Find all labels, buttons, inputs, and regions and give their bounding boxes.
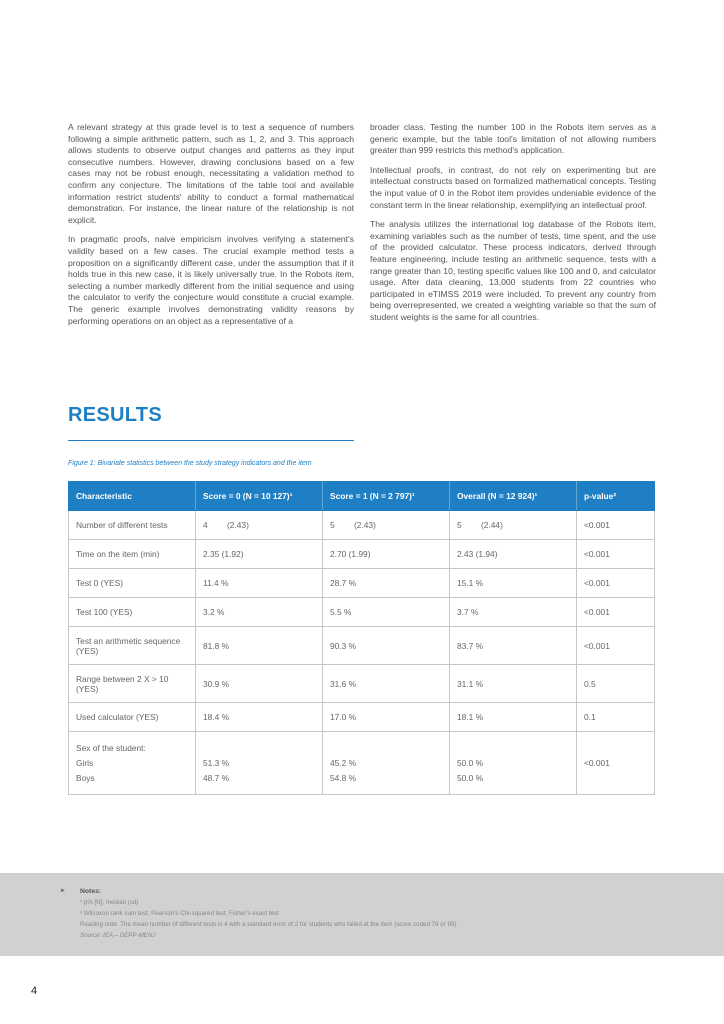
table-header-row	[69, 482, 655, 511]
table-cell: 2.35 (1.92)	[196, 540, 323, 569]
group-label: Sex of the student:	[76, 742, 146, 753]
section-title: RESULTS	[68, 404, 162, 426]
statistics-table	[68, 481, 655, 795]
cell-sd: (2.43)	[227, 520, 249, 530]
page-number: 4	[31, 985, 38, 997]
row-label	[69, 732, 196, 795]
cell-value: 50.0 %	[457, 772, 484, 783]
row-label: Test 100 (YES)	[69, 598, 196, 627]
table-cell: 90.3 %	[323, 627, 450, 665]
table-cell: 81.8 %	[196, 627, 323, 665]
table-row	[69, 511, 655, 540]
p-value-cell: <0.001	[577, 511, 655, 540]
row-label: Test an arithmetic sequence (YES)	[69, 627, 196, 665]
row-label: Time on the item (min)	[69, 540, 196, 569]
p-value-cell	[577, 732, 655, 795]
column-header: Characteristic	[69, 482, 196, 511]
paragraph: A relevant strategy at this grade level is to test a sequence of numbers following a simple arithmetic pattern, such as 1, 2, and 3. This approach allows students to observe output changes and patterns as they input consecutive numbers. However, drawing conclusions based on a few cases may not be robust enough, necessitating a validation method to confirm any conjecture. The limitations of the table tool and available information restrict students' ability to conduct a formal mathematical demonstration. For instance, the linear nature of the relationship is not explicit.	[68, 122, 354, 225]
column-header: Score = 0 (N = 10 127)¹	[196, 482, 323, 511]
cell-value: 48.7 %	[203, 772, 230, 783]
subgroup-label: Girls	[76, 757, 94, 768]
table-cell	[196, 732, 323, 795]
table-cell: 30.9 %	[196, 665, 323, 703]
table-cell: 28.7 %	[323, 569, 450, 598]
table-cell: 17.0 %	[323, 703, 450, 732]
table-cell	[323, 511, 450, 540]
cell-value: 5	[457, 520, 462, 530]
note-line: ² Wilcoxon rank sum test; Pearson's Chi-squared test; Fisher's exact test	[80, 910, 279, 917]
p-value-cell: <0.001	[577, 598, 655, 627]
table-row	[69, 540, 655, 569]
table-row	[69, 703, 655, 732]
cell-value: 50.0 %	[457, 757, 484, 768]
table-cell	[196, 511, 323, 540]
table-cell: 18.1 %	[450, 703, 577, 732]
paragraph: broader class. Testing the number 100 in the Robots item serves as a generic example, but the table tool's limitation of not allowing numbers greater than 999 restricts this method's application.	[370, 122, 656, 156]
note-line: ¹ p% [N]; median (sd)	[80, 899, 139, 906]
subgroup-label: Boys	[76, 772, 95, 783]
table-cell: 11.4 %	[196, 569, 323, 598]
row-label: Test 0 (YES)	[69, 569, 196, 598]
row-label: Range between 2 X > 10 (YES)	[69, 665, 196, 703]
table-row	[69, 665, 655, 703]
table-cell: 2.70 (1.99)	[323, 540, 450, 569]
column-header: Score = 1 (N = 2 797)¹	[323, 482, 450, 511]
p-value-cell: 0.1	[577, 703, 655, 732]
note-source: Source: IEA – DEPP-MENJ	[80, 932, 156, 939]
table-notes	[60, 886, 459, 941]
table-cell: 18.4 %	[196, 703, 323, 732]
paragraph: The analysis utilizes the international log database of the Robots item, examining variables such as the number of tests, time spent, and the use of the provided calculator. These process indicators, derived through feature engineering, include testing an arithmetic sequence, tests with a range greater than 10, testing specific values like 100 and 0, and calculator usage. After data cleaning, 13,000 students from 22 countries who participated in eTIMSS 2019 were included. To prevent any country from being overrepresented, we created a weighting variable so that the sum of student weights is the same for all countries.	[370, 219, 656, 322]
p-value-cell: <0.001	[577, 627, 655, 665]
p-value-cell: <0.001	[577, 569, 655, 598]
cell-sd: (2.44)	[481, 520, 503, 530]
table-cell: 5.5 %	[323, 598, 450, 627]
table-cell: 31.1 %	[450, 665, 577, 703]
table-row	[69, 569, 655, 598]
table-row	[69, 627, 655, 665]
table-cell	[450, 732, 577, 795]
column-header: Overall (N = 12 924)¹	[450, 482, 577, 511]
row-label: Number of different tests	[69, 511, 196, 540]
paragraph: In pragmatic proofs, naive empiricism involves verifying a statement's validity based on a few cases. The crucial example method tests a proposition on a significantly different case, under the assumption that if it holds true in this new case, it is likely universally true. In the Robots item, selecting a number markedly different from the initial sequence and using the calculator to verify the conjecture would constitute a crucial example. The generic example involves demonstrating validity reasons by performing operations on an object as a representative of a	[68, 234, 354, 326]
cell-value: 54.8 %	[330, 772, 357, 783]
p-value: <0.001	[584, 757, 610, 768]
table-cell: 3.7 %	[450, 598, 577, 627]
table-cell: 3.2 %	[196, 598, 323, 627]
notes-heading: Notes:	[80, 888, 102, 895]
table-cell: 15.1 %	[450, 569, 577, 598]
cell-value: 5	[330, 520, 335, 530]
table-row	[69, 732, 655, 795]
text-column-left	[68, 122, 354, 335]
triangle-bullet-icon: ►	[60, 888, 66, 894]
note-line: Reading note: The mean number of different tests is 4 with a standard error of 2 for students who failed at the item (score coded 79 or 99).	[80, 921, 459, 928]
table-cell: 31.6 %	[323, 665, 450, 703]
cell-value: 45.2 %	[330, 757, 357, 768]
cell-sd: (2.43)	[354, 520, 376, 530]
table-cell	[323, 732, 450, 795]
cell-value: 51.3 %	[203, 757, 230, 768]
text-column-right	[370, 122, 656, 332]
table-cell: 83.7 %	[450, 627, 577, 665]
paragraph: Intellectual proofs, in contrast, do not rely on experimenting but are intellectual constructs based on formalized mathematical concepts. Testing the input value of 0 in the Robot item provides undeniable evidence of the constant term in the linear relationship, exemplifying an intellectual proof.	[370, 164, 656, 210]
row-label: Used calculator (YES)	[69, 703, 196, 732]
p-value-cell: <0.001	[577, 540, 655, 569]
cell-value: 4	[203, 520, 208, 530]
figure-caption: Figure 1: Bivariate statistics between the study strategy indicators and the item	[68, 460, 312, 467]
section-divider	[68, 440, 354, 441]
column-header: p-value²	[577, 482, 655, 511]
p-value-cell: 0.5	[577, 665, 655, 703]
table-cell	[450, 511, 577, 540]
table-row	[69, 598, 655, 627]
table-cell: 2.43 (1.94)	[450, 540, 577, 569]
